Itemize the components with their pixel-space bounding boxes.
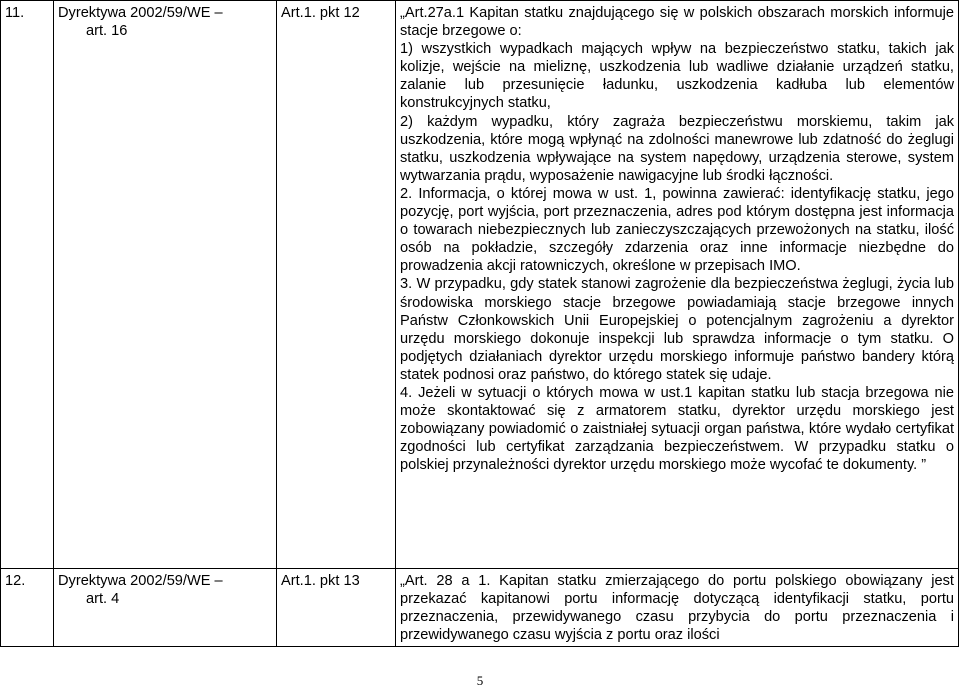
row-number: 12.	[1, 569, 54, 647]
article-point: Art.1. pkt 12	[277, 1, 396, 569]
row-number: 11.	[1, 1, 54, 569]
paragraph: 1) wszystkich wypadkach mających wpływ na bezpieczeństwo statku, takich jak kolizje, wejście na mieliznę, uszkodzenia lub wadliwe działanie urządzeń statku, zalanie lub przesunięcie ładunku, uszkodzenia kadłuba lub elementów konstrukcyjnych statku,	[400, 41, 954, 112]
directive-reference	[54, 1, 277, 569]
paragraph: „Art. 28 a 1. Kapitan statku zmierzającego do portu polskiego obowiązany jest przekazać kapitanowi portu informację dotyczącą identyfikacji statku, portu przeznaczenia, przewidywanego czasu przybycia do portu przeznaczenia i przewidywanego czasu wyjścia z portu oraz ilości	[400, 573, 954, 644]
paragraph: 4. Jeżeli w sytuacji o których mowa w ust.1 kapitan statku lub stacja brzegowa nie może skontaktować się z armatorem statku, dyrektor urzędu morskiego jest zobowiązany powiadomić o zaistniałej sytuacji organ państwa, które wydało certyfikat zgodności lub certyfikat zarządzania bezpieczeństwem. W przypadku statku o polskiej przynależności dyrektor urzędu morskiego może wycofać te dokumenty. ”	[400, 384, 954, 474]
directive-article: art. 16	[86, 23, 128, 40]
article-point: Art.1. pkt 13	[277, 569, 396, 647]
page-number: 5	[476, 673, 484, 688]
table-row	[1, 569, 959, 647]
regulation-text	[396, 569, 959, 647]
directive-title: Dyrektywa 2002/59/WE –	[58, 573, 223, 589]
table-row	[1, 1, 959, 569]
paragraph: 2. Informacja, o której mowa w ust. 1, powinna zawierać: identyfikację statku, jego pozycję, port wyjścia, port przeznaczenia, adres pod którym dostępna jest informacja o towarach niebezpiecznych lub zanieczyszczających przewożonych na statku, ilość osób na pokładzie, szczegóły zdarzenia oraz inne informacje niezbędne do prowadzenia akcji ratowniczych, określone w przepisach IMO.	[400, 185, 954, 275]
directive-article: art. 4	[86, 591, 120, 608]
directive-reference	[54, 569, 277, 647]
paragraph: „Art.27a.1 Kapitan statku znajdującego się w polskich obszarach morskich informuje stacje brzegowe o:	[400, 5, 954, 40]
paragraph: 3. W przypadku, gdy statek stanowi zagrożenie dla bezpieczeństwa żeglugi, życia lub środowiska morskiego stacje brzegowe powiadamiają stacje brzegowe innych Państw Członkowskich Unii Europejskiej o potencjalnym zagrożeniu a dyrektor urzędu morskiego dokonuje inspekcji lub sprawdza informacje o tym statku. O podjętych działaniach dyrektor urzędu morskiego informuje państwo bandery którą statek podnosi oraz państwo, do którego statek się udaje.	[400, 276, 954, 383]
directive-title: Dyrektywa 2002/59/WE –	[58, 5, 223, 21]
paragraph: 2) każdym wypadku, który zagraża bezpieczeństwu morskiemu, takim jak uszkodzenia, które mogą wpłynąć na zdolności manewrowe lub zdatność do żeglugi statku, uszkodzenia wpływające na system napędowy, urządzenia sterowe, system wytwarzania prądu, wyposażenie nawigacyjne lub środki łączności.	[400, 113, 954, 184]
regulation-text	[396, 1, 959, 569]
